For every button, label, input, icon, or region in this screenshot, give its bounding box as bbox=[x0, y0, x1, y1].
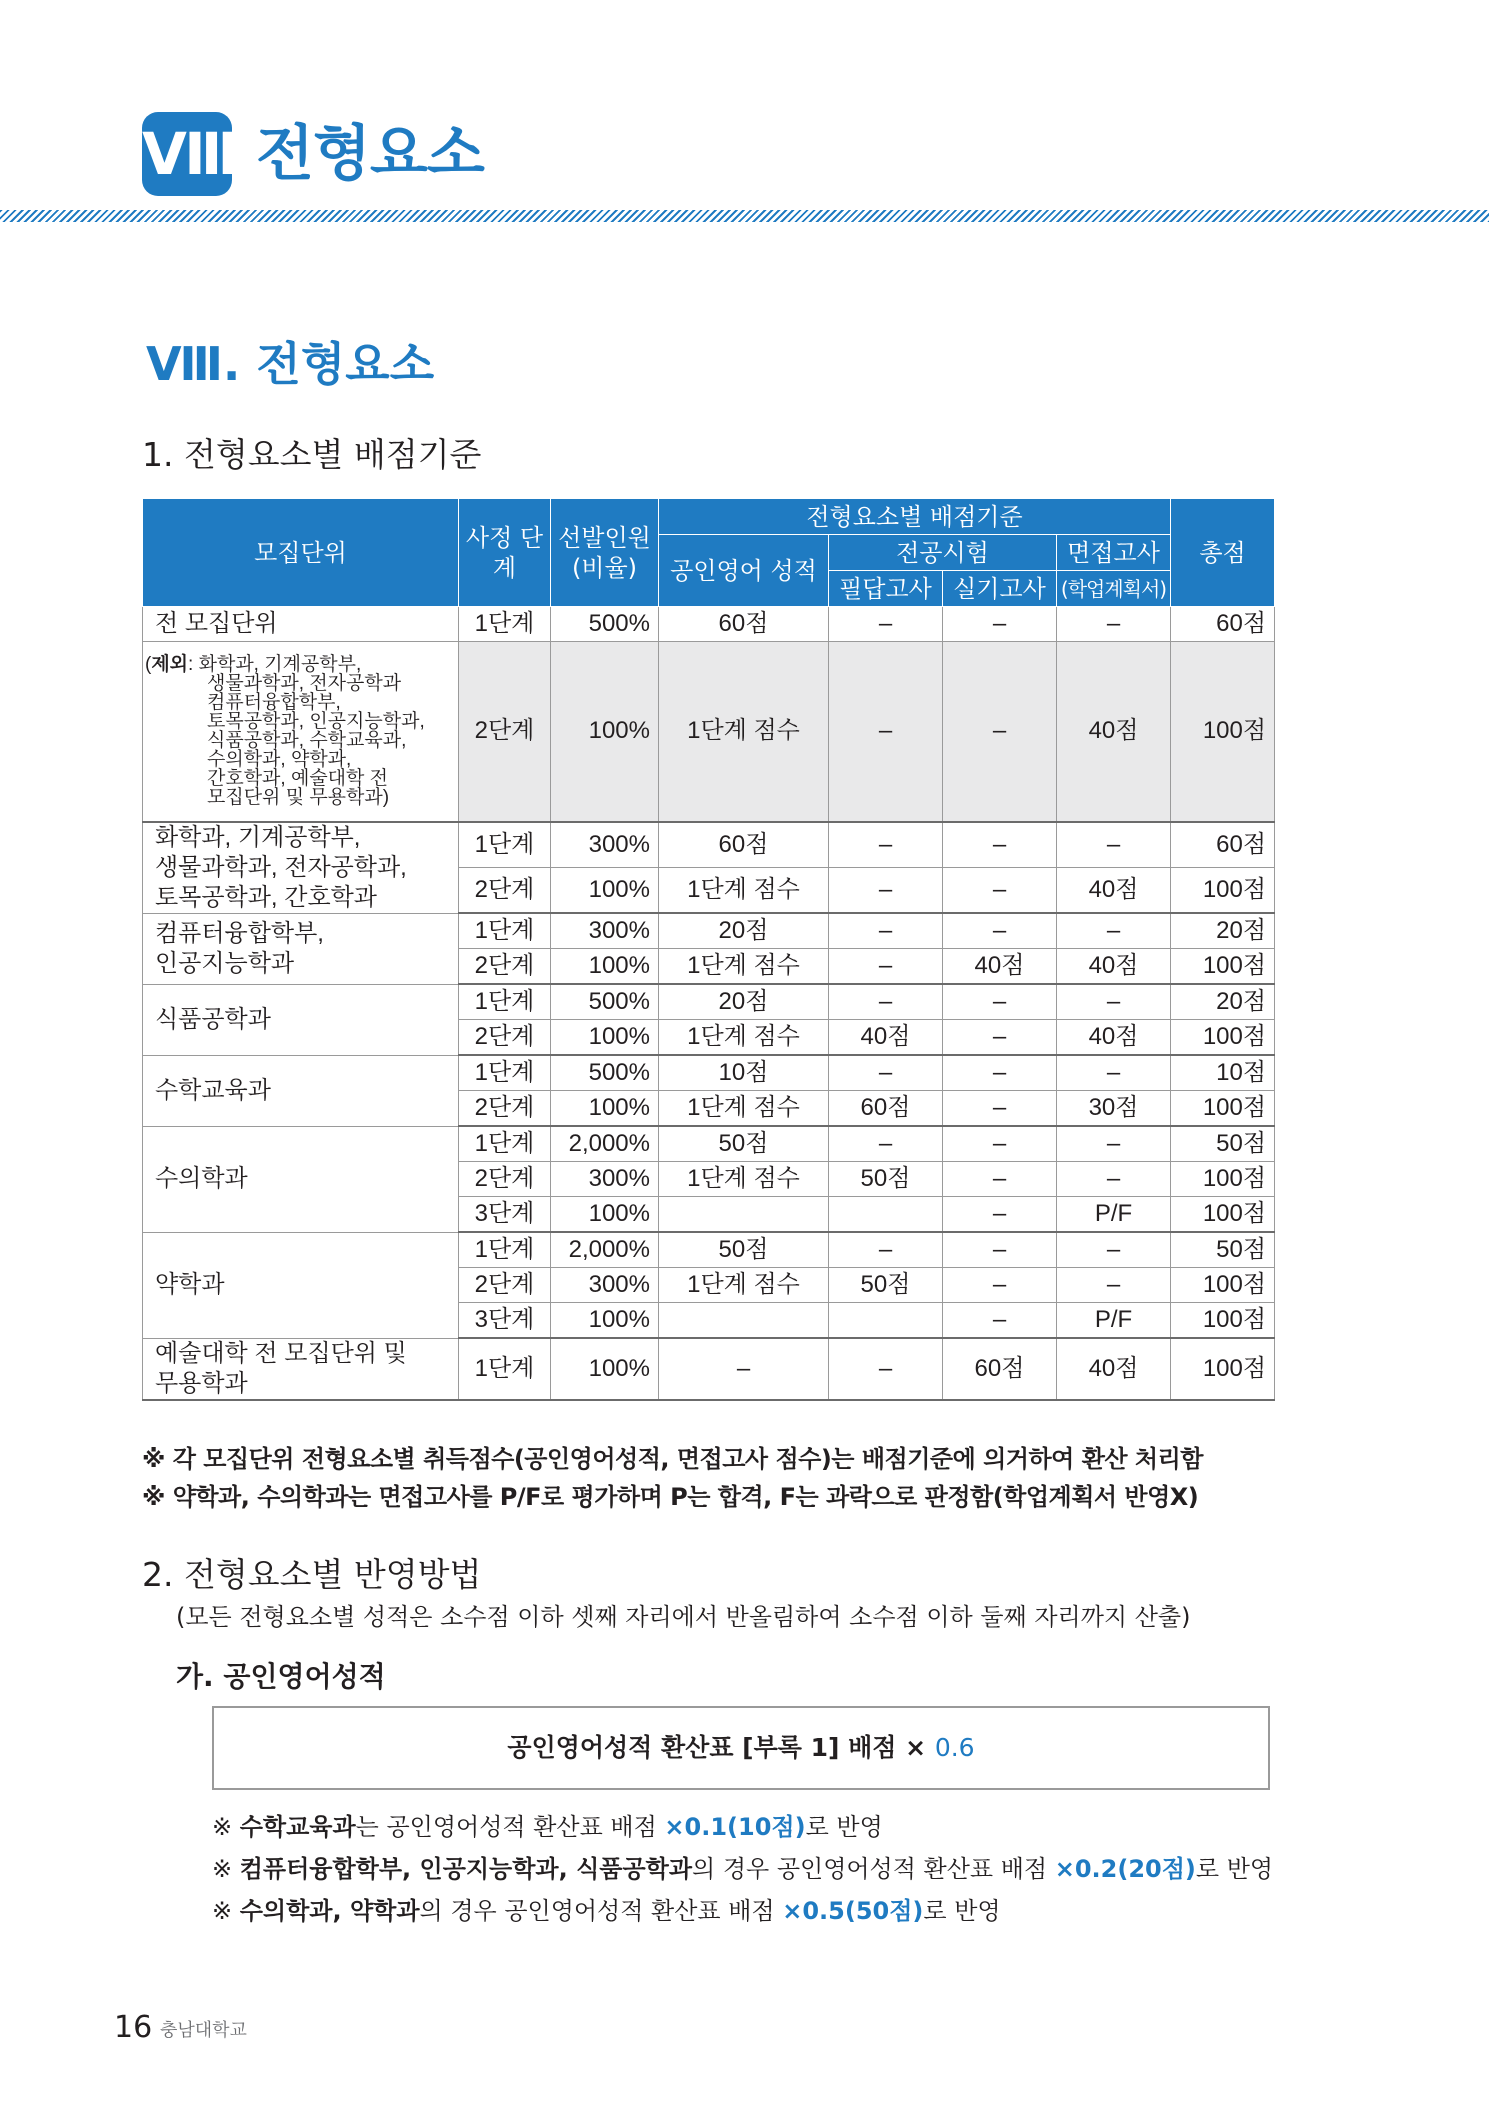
cell-english bbox=[659, 1303, 829, 1339]
th-stage: 사정 단계 bbox=[459, 499, 551, 607]
unit-line: 식품공학과 bbox=[155, 1005, 271, 1033]
th-written: 필답고사 bbox=[829, 571, 943, 607]
cell-stage: 1단계 bbox=[459, 1055, 551, 1091]
rounding-note: (모든 전형요소별 성적은 소수점 이하 셋째 자리에서 반올림하여 소수점 이하 둘째 자리까지 산출) bbox=[176, 1603, 1191, 1631]
cell-written: – bbox=[829, 822, 943, 868]
cell-practical: 60점 bbox=[943, 1338, 1057, 1400]
cell-total: 60점 bbox=[1171, 607, 1275, 642]
cell-written bbox=[829, 1303, 943, 1339]
cell-interview: 40점 bbox=[1057, 1338, 1171, 1400]
section-title: Ⅷ. 전형요소 bbox=[146, 337, 435, 391]
note-value: ×0.2(20점) bbox=[1054, 1855, 1196, 1883]
cell-ratio: 2,000% bbox=[551, 1126, 659, 1162]
cell-total: 100점 bbox=[1171, 1162, 1275, 1197]
cell-stage: 2단계 bbox=[459, 1020, 551, 1056]
note-tail: 로 반영 bbox=[923, 1897, 1001, 1925]
cell-stage: 2단계 bbox=[459, 1091, 551, 1127]
subsection-ga-title: 가. 공인영어성적 bbox=[176, 1660, 386, 1693]
cell-english: 1단계 점수 bbox=[659, 949, 829, 985]
cell-written bbox=[829, 1197, 943, 1233]
cell-stage: 2단계 bbox=[459, 949, 551, 985]
cell-interview: – bbox=[1057, 1055, 1171, 1091]
note-tail: 로 반영 bbox=[1195, 1855, 1274, 1883]
cell-unit bbox=[143, 1232, 459, 1338]
cell-ratio: 2,000% bbox=[551, 1232, 659, 1268]
cell-stage: 1단계 bbox=[459, 913, 551, 949]
cell-stage: 2단계 bbox=[459, 867, 551, 913]
note-dept: 컴퓨터융합학부, 인공지능학과, 식품공학과 bbox=[239, 1855, 693, 1883]
cell-interview: – bbox=[1057, 1162, 1171, 1197]
exclusion-line: 식품공학과, 수학교육과, bbox=[207, 730, 407, 752]
cell-english: 60점 bbox=[659, 607, 829, 642]
footer-university: 충남대학교 bbox=[160, 2020, 247, 2041]
cell-interview: – bbox=[1057, 1232, 1171, 1268]
english-weight-notes bbox=[212, 1806, 1273, 1932]
header-title: 전형요소 bbox=[256, 119, 484, 189]
cell-interview: – bbox=[1057, 1268, 1171, 1303]
cell-ratio: 100% bbox=[551, 642, 659, 822]
cell-total: 50점 bbox=[1171, 1232, 1275, 1268]
cell-english: 1단계 점수 bbox=[659, 1020, 829, 1056]
note-value: ×0.1(10점) bbox=[664, 1813, 806, 1841]
subsection-title-2: 2. 전형요소별 반영방법 bbox=[142, 1555, 482, 1594]
exclusion-line: (제외: 화학과, 기계공학부, bbox=[145, 654, 362, 676]
table-row bbox=[143, 1338, 1275, 1400]
cell-unit bbox=[143, 1055, 459, 1126]
cell-stage: 3단계 bbox=[459, 1303, 551, 1339]
th-major: 전공시험 bbox=[829, 535, 1057, 571]
unit-line: 수의학과 bbox=[155, 1165, 248, 1192]
cell-interview: 40점 bbox=[1057, 1020, 1171, 1056]
cell-unit: 전 모집단위 bbox=[143, 607, 459, 642]
cell-written: – bbox=[829, 913, 943, 949]
cell-total: 100점 bbox=[1171, 642, 1275, 822]
cell-english bbox=[659, 1197, 829, 1233]
cell-practical: – bbox=[943, 1303, 1057, 1339]
cell-practical: 40점 bbox=[943, 949, 1057, 985]
chapter-badge: Ⅷ bbox=[142, 112, 232, 196]
table-notes bbox=[142, 1440, 1203, 1516]
cell-ratio: 100% bbox=[551, 1197, 659, 1233]
cell-stage: 1단계 bbox=[459, 607, 551, 642]
cell-practical: – bbox=[943, 1126, 1057, 1162]
table-row bbox=[143, 913, 1275, 949]
cell-english: 1단계 점수 bbox=[659, 642, 829, 822]
note-mark: ※ bbox=[212, 1813, 233, 1841]
cell-ratio: 100% bbox=[551, 949, 659, 985]
cell-practical: – bbox=[943, 1197, 1057, 1233]
cell-total: 50점 bbox=[1171, 1126, 1275, 1162]
cell-total: 20점 bbox=[1171, 913, 1275, 949]
cell-practical: – bbox=[943, 1162, 1057, 1197]
cell-unit bbox=[143, 1338, 459, 1400]
cell-total: 100점 bbox=[1171, 1091, 1275, 1127]
cell-interview: – bbox=[1057, 984, 1171, 1020]
note-mark: ※ bbox=[212, 1897, 233, 1925]
cell-practical: – bbox=[943, 913, 1057, 949]
table-row bbox=[143, 607, 1275, 642]
th-interview: 면접고사 bbox=[1057, 535, 1171, 571]
cell-ratio: 100% bbox=[551, 1303, 659, 1339]
cell-written: 50점 bbox=[829, 1268, 943, 1303]
unit-line: 약학과 bbox=[155, 1271, 225, 1298]
th-criteria: 전형요소별 배점기준 bbox=[659, 499, 1171, 535]
cell-ratio: 300% bbox=[551, 1162, 659, 1197]
table-row bbox=[143, 822, 1275, 868]
cell-written: – bbox=[829, 949, 943, 985]
unit-line: 컴퓨터융합학부, bbox=[155, 919, 324, 947]
cell-stage: 3단계 bbox=[459, 1197, 551, 1233]
cell-stage: 1단계 bbox=[459, 1126, 551, 1162]
cell-interview: 30점 bbox=[1057, 1091, 1171, 1127]
cell-english: 1단계 점수 bbox=[659, 1091, 829, 1127]
unit-line: 토목공학과, 간호학과 bbox=[155, 883, 377, 911]
cell-total: 10점 bbox=[1171, 1055, 1275, 1091]
cell-practical: – bbox=[943, 1020, 1057, 1056]
cell-total: 60점 bbox=[1171, 822, 1275, 868]
cell-total: 100점 bbox=[1171, 867, 1275, 913]
cell-unit bbox=[143, 822, 459, 914]
exclusion-line: 모집단위 및 무용학과) bbox=[207, 787, 390, 809]
th-practical: 실기고사 bbox=[943, 571, 1057, 607]
cell-total: 100점 bbox=[1171, 1338, 1275, 1400]
note-tail: 로 반영 bbox=[805, 1813, 883, 1841]
cell-written: 50점 bbox=[829, 1162, 943, 1197]
cell-practical: – bbox=[943, 1232, 1057, 1268]
cell-english: 10점 bbox=[659, 1055, 829, 1091]
page-number: 16 bbox=[114, 2010, 153, 2045]
cell-interview: – bbox=[1057, 822, 1171, 868]
exclusion-line: 수의학과, 약학과, bbox=[207, 749, 352, 771]
th-unit: 모집단위 bbox=[143, 499, 459, 607]
note-dept: 수학교육과 bbox=[239, 1813, 356, 1841]
cell-interview: P/F bbox=[1057, 1303, 1171, 1339]
cell-ratio: 500% bbox=[551, 1055, 659, 1091]
cell-written: – bbox=[829, 1232, 943, 1268]
cell-practical: – bbox=[943, 1268, 1057, 1303]
table-row bbox=[143, 642, 1275, 822]
cell-english: 20점 bbox=[659, 913, 829, 949]
cell-english: 20점 bbox=[659, 984, 829, 1020]
cell-ratio: 100% bbox=[551, 867, 659, 913]
cell-english: 1단계 점수 bbox=[659, 1162, 829, 1197]
cell-stage: 1단계 bbox=[459, 984, 551, 1020]
cell-practical: – bbox=[943, 984, 1057, 1020]
cell-written: 40점 bbox=[829, 1020, 943, 1056]
unit-line: 무용학과 bbox=[155, 1369, 248, 1397]
cell-written: – bbox=[829, 984, 943, 1020]
cell-interview: – bbox=[1057, 1126, 1171, 1162]
cell-stage: 1단계 bbox=[459, 822, 551, 868]
cell-written: – bbox=[829, 1338, 943, 1400]
cell-written: – bbox=[829, 1126, 943, 1162]
cell-interview: – bbox=[1057, 607, 1171, 642]
table-row bbox=[143, 984, 1275, 1020]
cell-ratio: 300% bbox=[551, 913, 659, 949]
cell-unit bbox=[143, 984, 459, 1055]
cell-stage: 1단계 bbox=[459, 1338, 551, 1400]
table-row bbox=[143, 1055, 1275, 1091]
cell-unit bbox=[143, 913, 459, 984]
score-criteria-table bbox=[142, 498, 1274, 1401]
cell-english: 1단계 점수 bbox=[659, 867, 829, 913]
cell-total: 20점 bbox=[1171, 984, 1275, 1020]
note-mark: ※ bbox=[212, 1855, 233, 1883]
cell-ratio: 500% bbox=[551, 984, 659, 1020]
cell-written: – bbox=[829, 1055, 943, 1091]
cell-interview: 40점 bbox=[1057, 642, 1171, 822]
ref-note bbox=[212, 1848, 1273, 1890]
cell-english: 50점 bbox=[659, 1232, 829, 1268]
note-text: 의 경우 공인영어성적 환산표 배점 bbox=[692, 1855, 1048, 1883]
note-text: 의 경우 공인영어성적 환산표 배점 bbox=[419, 1897, 775, 1925]
cell-practical: – bbox=[943, 1091, 1057, 1127]
cell-total: 100점 bbox=[1171, 1020, 1275, 1056]
cell-written: – bbox=[829, 607, 943, 642]
note-line: ※ 약학과, 수의학과는 면접고사를 P/F로 평가하며 P는 합격, F는 과락으로 판정함(학업계획서 반영X) bbox=[142, 1483, 1199, 1511]
th-english: 공인영어 성적 bbox=[659, 535, 829, 607]
cell-written: – bbox=[829, 867, 943, 913]
cell-practical: – bbox=[943, 1055, 1057, 1091]
cell-ratio: 500% bbox=[551, 607, 659, 642]
table-row bbox=[143, 1126, 1275, 1162]
cell-interview: 40점 bbox=[1057, 867, 1171, 913]
cell-exclusion-list bbox=[143, 642, 459, 822]
note-dept: 수의학과, 약학과 bbox=[239, 1897, 420, 1925]
table-row bbox=[143, 1232, 1275, 1268]
cell-stage: 2단계 bbox=[459, 642, 551, 822]
cell-written: 60점 bbox=[829, 1091, 943, 1127]
exclusion-line: 토목공학과, 인공지능학과, bbox=[207, 711, 425, 733]
unit-line: 예술대학 전 모집단위 및 bbox=[155, 1339, 407, 1367]
cell-english: 50점 bbox=[659, 1126, 829, 1162]
unit-line: 수학교육과 bbox=[155, 1076, 271, 1104]
cell-ratio: 100% bbox=[551, 1020, 659, 1056]
cell-ratio: 300% bbox=[551, 822, 659, 868]
cell-english: 60점 bbox=[659, 822, 829, 868]
ref-note bbox=[212, 1806, 1273, 1848]
cell-unit bbox=[143, 1126, 459, 1232]
cell-written: – bbox=[829, 642, 943, 822]
cell-ratio: 100% bbox=[551, 1091, 659, 1127]
cell-interview: 40점 bbox=[1057, 949, 1171, 985]
cell-stage: 2단계 bbox=[459, 1268, 551, 1303]
cell-total: 100점 bbox=[1171, 949, 1275, 985]
cell-ratio: 100% bbox=[551, 1338, 659, 1400]
note-text: 는 공인영어성적 환산표 배점 bbox=[355, 1813, 657, 1841]
note-value: ×0.5(50점) bbox=[782, 1897, 924, 1925]
exclusion-line: 간호학과, 예술대학 전 bbox=[207, 768, 389, 790]
unit-line: 인공지능학과 bbox=[155, 949, 295, 977]
th-interview-sub: (학업계획서) bbox=[1057, 571, 1171, 607]
th-total: 총점 bbox=[1171, 499, 1275, 607]
cell-practical: – bbox=[943, 607, 1057, 642]
header-hatch-divider bbox=[0, 210, 1489, 222]
cell-english: 1단계 점수 bbox=[659, 1268, 829, 1303]
cell-practical: – bbox=[943, 867, 1057, 913]
cell-practical: – bbox=[943, 822, 1057, 868]
formula-factor: 0.6 bbox=[934, 1733, 975, 1762]
formula-box bbox=[212, 1706, 1270, 1790]
th-ratio: 선발인원 (비율) bbox=[551, 499, 659, 607]
cell-practical: – bbox=[943, 642, 1057, 822]
unit-line: 화학과, 기계공학부, bbox=[155, 823, 361, 851]
cell-stage: 2단계 bbox=[459, 1162, 551, 1197]
cell-interview: P/F bbox=[1057, 1197, 1171, 1233]
cell-total: 100점 bbox=[1171, 1197, 1275, 1233]
ref-note bbox=[212, 1890, 1273, 1932]
exclusion-line: 컴퓨터융합학부, bbox=[207, 692, 341, 714]
exclusion-line: 생물과학과, 전자공학과 bbox=[207, 673, 402, 695]
cell-ratio: 300% bbox=[551, 1268, 659, 1303]
note-line: ※ 각 모집단위 전형요소별 취득점수(공인영어성적, 면접고사 점수)는 배점기준에 의거하여 환산 처리함 bbox=[142, 1445, 1203, 1473]
cell-english: – bbox=[659, 1338, 829, 1400]
cell-stage: 1단계 bbox=[459, 1232, 551, 1268]
subsection-title-1: 1. 전형요소별 배점기준 bbox=[142, 435, 482, 474]
cell-total: 100점 bbox=[1171, 1303, 1275, 1339]
formula-text: 공인영어성적 환산표 [부록 1] 배점 × bbox=[507, 1733, 927, 1762]
cell-interview: – bbox=[1057, 913, 1171, 949]
cell-total: 100점 bbox=[1171, 1268, 1275, 1303]
unit-line: 생물과학과, 전자공학과, bbox=[155, 853, 407, 881]
